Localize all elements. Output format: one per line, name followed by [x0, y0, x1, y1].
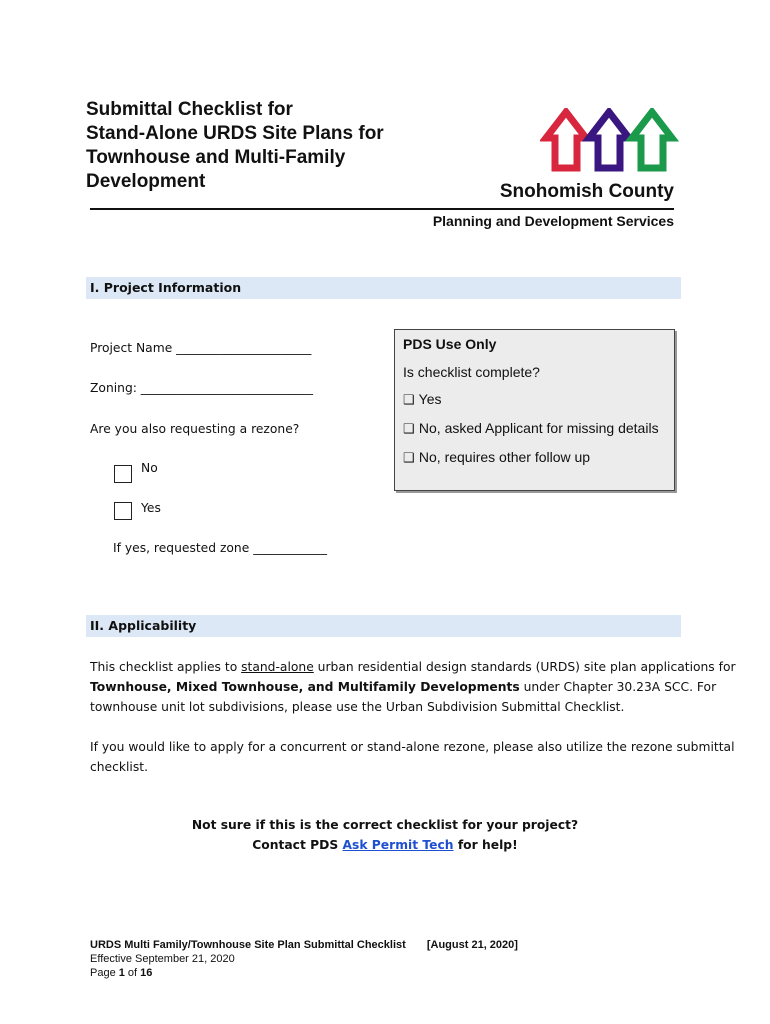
- text-run: Contact PDS: [252, 838, 343, 852]
- department-name: Planning and Development Services: [432, 213, 674, 229]
- logo-tree-purple-icon: [589, 112, 629, 168]
- text-run-underlined: stand-alone: [241, 660, 314, 674]
- logo-tree-red-icon: [546, 112, 586, 168]
- pds-option-label: No, requires other follow up: [418, 449, 591, 465]
- text-run: checklist.: [90, 760, 148, 774]
- pds-option-yes[interactable]: [403, 391, 441, 408]
- text-run: under Chapter 30.23A SCC. For: [519, 680, 717, 694]
- text-run-bold: Townhouse, Mixed Townhouse, and Multifamily Developments: [90, 680, 520, 694]
- project-name-field[interactable]: Project Name ______________________: [90, 341, 312, 355]
- pds-option-follow-up[interactable]: [403, 449, 590, 466]
- pds-question: Is checklist complete?: [403, 364, 540, 380]
- footer-doc-title: URDS Multi Family/Townhouse Site Plan Submittal Checklist: [90, 939, 406, 951]
- title-line: Development: [86, 171, 206, 192]
- page-title: [86, 98, 426, 194]
- footer-effective-date: Effective September 21, 2020: [90, 953, 235, 965]
- rezone-no-checkbox[interactable]: [114, 465, 132, 483]
- rezone-question: Are you also requesting a rezone?: [90, 422, 300, 436]
- header-divider: [90, 208, 674, 210]
- pds-option-label: No, asked Applicant for missing details: [418, 420, 659, 436]
- title-line: Townhouse and Multi-Family: [86, 147, 346, 168]
- applicability-paragraph-1: [90, 657, 736, 717]
- pds-box-title: PDS Use Only: [403, 336, 497, 352]
- text-run: of: [124, 967, 141, 979]
- pds-use-only-box: [394, 329, 675, 491]
- text-run: townhouse unit lot subdivisions, please use the Urban Subdivision Submittal Checklist.: [90, 700, 625, 714]
- help-question: Not sure if this is the correct checklist for your project?: [191, 818, 579, 832]
- county-name: Snohomish County: [499, 181, 674, 202]
- requested-zone-field[interactable]: If yes, requested zone ____________: [113, 541, 327, 555]
- pds-option-label: Yes: [418, 391, 442, 407]
- page-footer: [90, 938, 518, 980]
- text-run: for help!: [453, 838, 518, 852]
- zoning-field[interactable]: Zoning: ____________________________: [90, 381, 313, 395]
- pds-option-missing-details[interactable]: [403, 420, 659, 437]
- page-total: 16: [140, 967, 153, 979]
- section-heading-project-info: I. Project Information: [86, 277, 681, 299]
- rezone-yes-checkbox[interactable]: [114, 502, 132, 520]
- page-current: 1: [118, 967, 125, 979]
- logo-tree-green-icon: [632, 112, 672, 168]
- text-run: If you would like to apply for a concurrent or stand-alone rezone, please also utilize the rezone submittal: [90, 740, 735, 754]
- text-run: This checklist applies to: [90, 660, 242, 674]
- checkbox-icon[interactable]: ❑: [403, 392, 415, 407]
- text-run: urban residential design standards (URDS) site plan applications for: [313, 660, 736, 674]
- ask-permit-tech-link[interactable]: Ask Permit Tech: [342, 838, 454, 852]
- county-logo: [540, 108, 680, 174]
- title-line: Submittal Checklist for: [86, 99, 293, 120]
- checkbox-icon[interactable]: ❑: [403, 421, 415, 436]
- title-line: Stand-Alone URDS Site Plans for: [86, 123, 384, 144]
- footer-date: [August 21, 2020]: [426, 939, 518, 951]
- section-heading-applicability: II. Applicability: [86, 615, 681, 637]
- help-callout: [90, 815, 680, 855]
- checkbox-icon[interactable]: ❑: [403, 450, 415, 465]
- rezone-yes-label: Yes: [141, 501, 161, 515]
- rezone-no-label: No: [141, 461, 158, 475]
- text-run: Page: [90, 967, 119, 979]
- page-number: [90, 966, 518, 980]
- applicability-paragraph-2: [90, 737, 735, 777]
